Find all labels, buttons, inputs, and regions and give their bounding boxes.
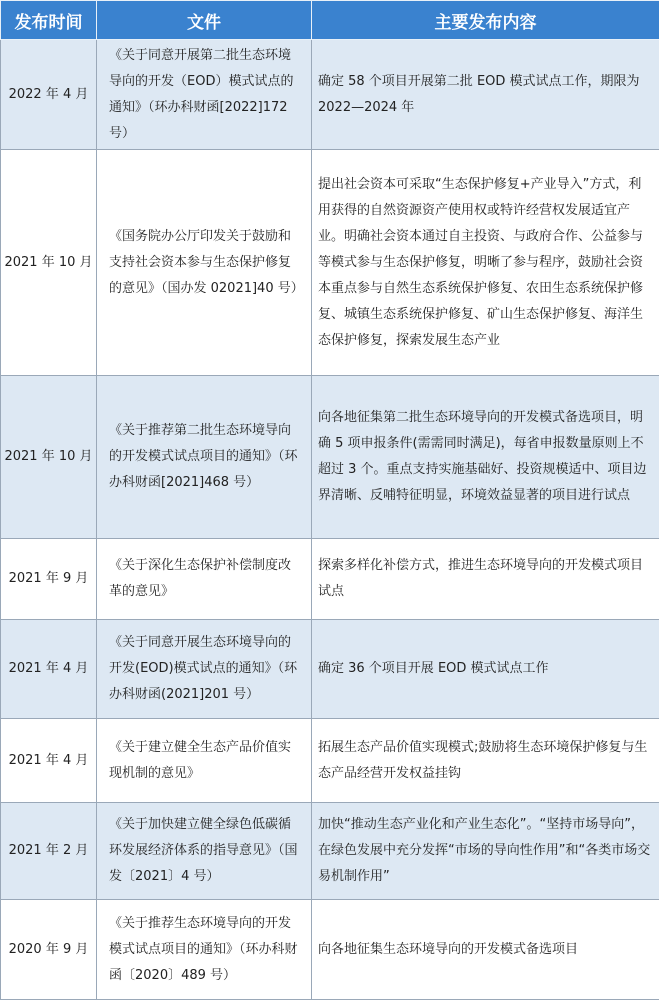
row-document: 《关于建立健全生态产品价值实现机制的意见》 <box>97 719 312 803</box>
table-row <box>1 539 659 620</box>
table-row <box>1 620 659 719</box>
row-document: 《关于加快建立健全绿色低碳循环发展经济体系的指导意见》（国发〔2021〕4 号） <box>97 803 312 900</box>
row-date: 2021 年 10 月 <box>1 376 97 539</box>
table-row <box>1 803 659 900</box>
row-document: 《关于推荐生态环境导向的开发模式试点项目的通知》（环办科财函〔2020〕489 号） <box>97 900 312 1000</box>
row-date: 2021 年 4 月 <box>1 620 97 719</box>
row-content: 确定 58 个项目开展第二批 EOD 模式试点工作，期限为 2022—2024 年 <box>312 40 659 150</box>
row-date: 2021 年 4 月 <box>1 719 97 803</box>
table-row <box>1 40 659 150</box>
header-document: 文件 <box>97 1 312 40</box>
header-date: 发布时间 <box>1 1 97 40</box>
row-date: 2021 年 2 月 <box>1 803 97 900</box>
row-date: 2020 年 9 月 <box>1 900 97 1000</box>
row-content: 向各地征集第二批生态环境导向的开发模式备选项目，明确 5 项申报条件(需需同时满足)，每省申报数量原则上不超过 3 个。重点支持实施基础好、投资规模适中、项目边界清晰、反哺特征明显，环境效益显著的项目进行试点 <box>312 376 659 539</box>
row-content: 探索多样化补偿方式，推进生态环境导向的开发模式项目试点 <box>312 539 659 620</box>
row-document: 《关于推荐第二批生态环境导向的开发模式试点项目的通知》（环办科财函[2021]468 号） <box>97 376 312 539</box>
header-content: 主要发布内容 <box>312 1 659 40</box>
row-content: 提出社会资本可采取“生态保护修复+产业导入”方式，利用获得的自然资源资产使用权或特许经营权发展适宜产业。明确社会资本通过自主投资、与政府合作、公益参与等模式参与生态保护修复，明晰了参与程序，鼓励社会资本重点参与自然生态系统保护修复、农田生态系统保护修复、城镇生态系统保护修复、矿山生态保护修复、海洋生态保护修复，探索发展生态产业 <box>318 176 644 348</box>
row-date: 2021 年 10 月 <box>1 150 97 376</box>
row-document: 《关于深化生态保护补偿制度改革的意见》 <box>97 539 312 620</box>
table-row <box>1 900 659 1000</box>
row-document: 《关于同意开展第二批生态环境导向的开发（EOD）模式试点的通知》（环办科财函[2022]172 号） <box>97 40 312 150</box>
row-date: 2022 年 4 月 <box>1 40 97 150</box>
row-content: 拓展生态产品价值实现模式;鼓励将生态环境保护修复与生态产品经营开发权益挂钩 <box>312 719 659 803</box>
table-row <box>1 719 659 803</box>
row-document: 《国务院办公厅印发关于鼓励和支持社会资本参与生态保护修复的意见》（国办发 02021]40 号） <box>97 150 312 376</box>
row-content: 确定 36 个项目开展 EOD 模式试点工作 <box>312 620 659 719</box>
row-content: 加快“推动生态产业化和产业生态化”。“坚持市场导向”，在绿色发展中充分发挥“市场的导向性作用”和“各类市场交易机制作用” <box>312 803 659 900</box>
header-row <box>1 1 659 40</box>
row-content: 向各地征集生态环境导向的开发模式备选项目 <box>312 900 659 1000</box>
row-document: 《关于同意开展生态环境导向的开发(EOD)模式试点的通知》（环办科财函(2021]201 号） <box>97 620 312 719</box>
table-row <box>1 150 659 376</box>
table-row <box>1 376 659 539</box>
row-date: 2021 年 9 月 <box>1 539 97 620</box>
